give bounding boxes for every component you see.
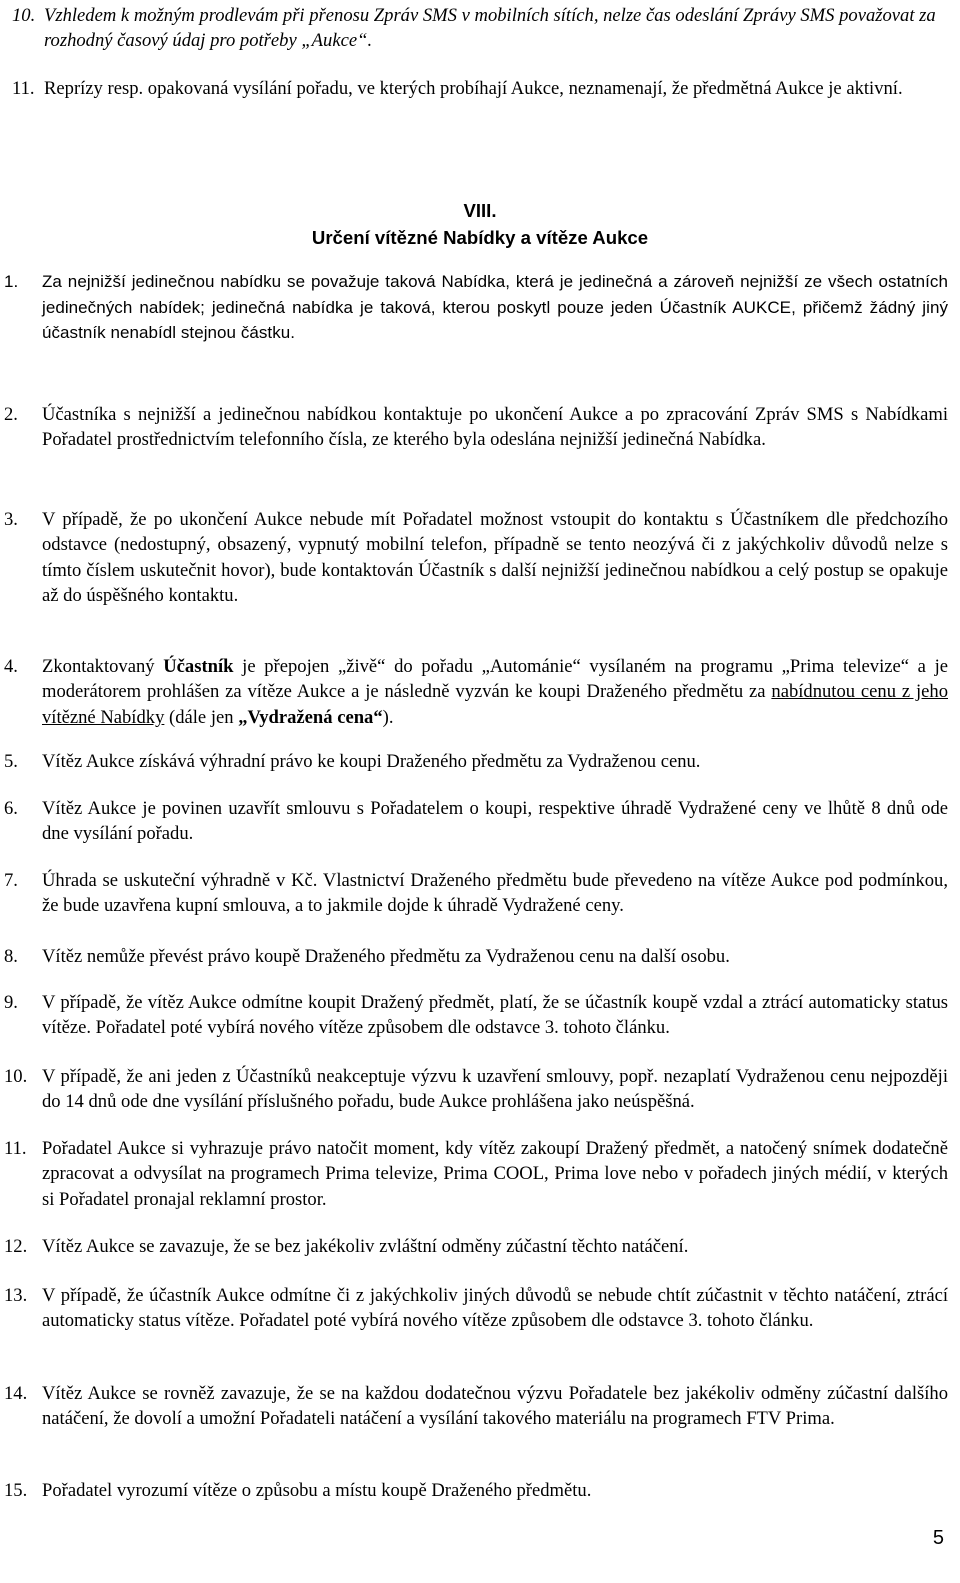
clause-number: 14. [4,1383,28,1404]
section-numeral: VIII. [463,200,497,221]
clause-number: 4. [4,656,18,677]
clause-number: 6. [4,798,18,819]
clause-text: V případě, že ani jeden z Účastníků neakceptuje výzvu k uzavření smlouvy, popř. nezaplatí Vydraženou cenu nejpozději do 14 dnů ode dne vysílání příslušného pořadu, bude Aukce prohlášena jako neúspěšná. [42,1066,948,1113]
clause-number: 10. [4,1066,28,1087]
clause-text-underlined: nabídnutou cenu z jeho vítězné Nabídky [42,681,948,728]
clause-14 [4,1381,948,1432]
clause-11 [4,1136,948,1212]
clause-text: Účastníka s nejnižší a jedinečnou nabídkou kontaktuje po ukončení Aukce a po zpracování Zpráv SMS s Nabídkami Pořadatel prostřednictvím telefonního čísla, ze kterého byla odeslána nejnižší jedinečná Nabídka. [42,404,948,451]
clause-text: V případě, že účastník Aukce odmítne či z jakýchkoliv jiných důvodů se nebude chtít zúčastnit v těchto natáčení, ztrácí automaticky status vítěze. Pořadatel poté vybírá nového vítěze způsobem dle odstavce 3. tohoto článku. [42,1285,948,1332]
clause-text: Vítěz Aukce získává výhradní právo ke koupi Draženého předmětu za Vydraženou cenu. [42,751,701,772]
clause-text: Pořadatel Aukce si vyhrazuje právo natočit moment, kdy vítěz zakoupí Dražený předmět, a natočený snímek dodatečně zpracovat a odvysílat na programech Prima televize, Prima COOL, Prima love nebo v pořadech jiných médií, v kterých si Pořadatel pronajal reklamní prostor. [42,1138,948,1210]
clause-3 [4,507,948,609]
clause-number: 2. [4,404,18,425]
clause-text: Vítěz Aukce se rovněž zavazuje, že se na každou dodatečnou výzvu Pořadatele bez jakékoliv odměny zúčastní dalšího natáčení, že dovolí a umožní Pořadateli natáčení a vysílání takového materiálu na programech FTV Prima. [42,1383,948,1430]
item-number: 11. [12,78,35,99]
clause-text: Pořadatel vyrozumí vítěze o způsobu a místu koupě Draženého předmětu. [42,1480,592,1501]
clause-10 [4,1064,948,1115]
clause-text: Vítěz Aukce je povinen uzavřít smlouvu s Pořadatelem o koupi, respektive úhradě Vydražené ceny ve lhůtě 8 dnů ode dne vysílání pořadu. [42,798,948,845]
prev-item-10 [4,3,948,53]
clause-number: 15. [4,1480,28,1501]
clause-number: 3. [4,509,18,530]
section-title: Určení vítězné Nabídky a vítěze Aukce [311,227,649,248]
clause-text: Úhrada se uskuteční výhradně v Kč. Vlastnictví Draženého předmětu bude převedeno na vítěze Aukce pod podmínkou, že bude uzavřena kupní smlouva, a to jakmile dojde k úhradě Vydražené ceny. [42,870,948,917]
clause-12 [4,1234,948,1259]
item-number: 10. [12,5,36,26]
clause-8 [4,944,948,969]
clause-9 [4,990,948,1041]
item-text: Vzhledem k možným prodlevám při přenosu Zpráv SMS v mobilních sítích, nelze čas odeslání Zprávy SMS považovat za rozhodný časový údaj pro potřeby „Aukce“. [44,5,936,51]
clause-7 [4,868,948,919]
clause-text: Vítěz nemůže převést právo koupě Draženého předmětu za Vydraženou cenu na další osobu. [42,946,730,967]
clause-number: 11. [4,1138,27,1159]
clause-15 [4,1478,948,1503]
clause-6 [4,796,948,847]
clause-1 [4,269,948,346]
clause-number: 7. [4,870,18,891]
clause-13 [4,1283,948,1334]
clause-text-part: ). [382,706,394,728]
page-number: 5 [932,1527,944,1549]
clause-text [42,654,948,730]
clause-text: V případě, že vítěz Aukce odmítne koupit Dražený předmět, platí, že se účastník koupě vzdal a ztrácí automaticky status vítěze. Pořadatel poté vybírá nového vítěze způsobem dle odstavce 3. tohoto článku. [42,992,948,1039]
clause-text: V případě, že po ukončení Aukce nebude mít Pořadatel možnost vstoupit do kontaktu s Účastníkem dle předchozího odstavce (nedostupný, obsazený, vypnutý mobilní telefon, případně se tento neozývá či z jakýchkoliv důvodů nelze s tímto číslem uskutečnit hovor), bude kontaktován Účastník s další nejnižší jedinečnou nabídkou a celý postup se opakuje až do úspěšného kontaktu. [42,509,948,607]
clause-text-part: (dále jen [164,706,239,728]
clause-5 [4,749,948,774]
clause-text-part: je přepojen „živě“ do pořadu „Autománie“ vysílaném na programu „Prima televize“ a je moderátorem prohlášen za vítěze Aukce a je následně vyzván ke koupi Draženého předmětu za [42,656,949,703]
clause-text: Vítěz Aukce se zavazuje, že se bez jakékoliv zvláštní odměny zúčastní těchto natáčení. [42,1236,689,1257]
clause-text-bold: Účastník [163,656,234,677]
clause-number: 8. [4,946,18,967]
clause-4 [4,654,948,730]
clause-number: 12. [4,1236,28,1257]
clause-text-bold: „Vydražená cena“ [238,706,383,728]
clause-number: 1. [4,272,19,291]
item-text: Reprízy resp. opakovaná vysílání pořadu, ve kterých probíhají Aukce, neznamenají, že předmětná Aukce je aktivní. [44,78,903,99]
clause-text: Za nejnižší jedinečnou nabídku se považuje taková Nabídka, která je jedinečná a zároveň nejnižší ze všech ostatních jedinečných nabídek; jedinečná nabídka je taková, kterou poskytl pouze jeden Účastník AUKCE, přičemž žádný jiný účastník nenabídl stejnou částku. [42,272,948,343]
clause-number: 13. [4,1285,28,1306]
clause-text-part: Zkontaktovaný [42,656,164,677]
prev-item-11 [4,76,948,101]
clause-number: 9. [4,992,18,1013]
clause-2 [4,402,948,453]
clause-number: 5. [4,751,18,772]
